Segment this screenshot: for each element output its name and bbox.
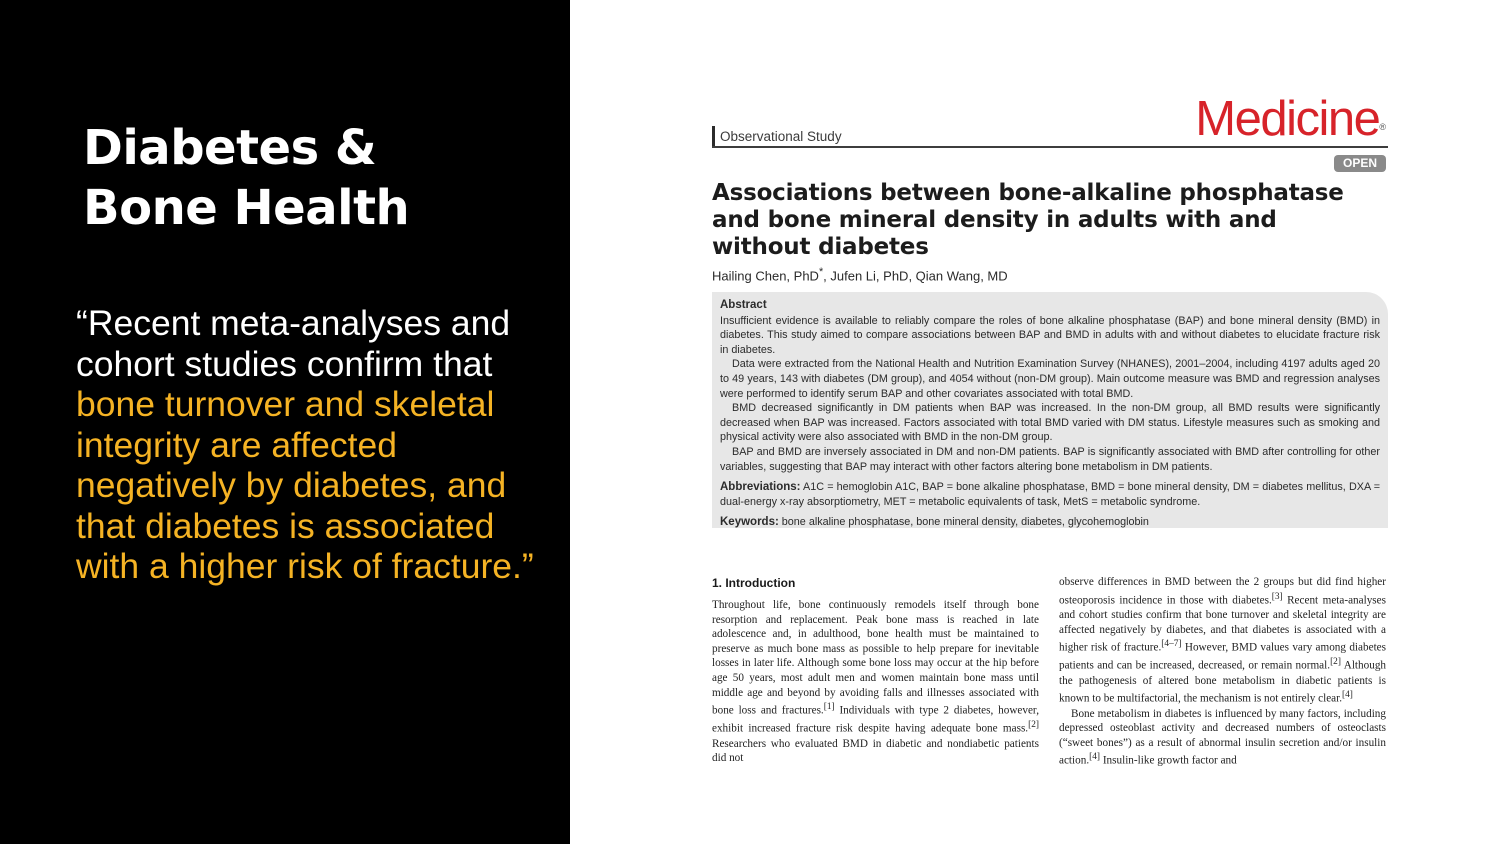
intro-text: Recent meta-analyses and cohort studies confirm that bone turnover and skeletal integrity are affected negatively by diabetes, and that diabetes is associated with a higher risk of fracture.: [1059, 594, 1386, 654]
abstract-box: [712, 292, 1388, 528]
journal-logo-text: Medicine: [1195, 92, 1380, 146]
author-list: [712, 266, 1008, 283]
abbreviations: [720, 480, 1380, 509]
abbreviations-label: Abbreviations:: [720, 481, 801, 494]
intro-text: However, BMD values vary among diabetes patients and can be increased, decreased, or remain normal.: [1059, 641, 1386, 673]
intro-column-right: [1059, 575, 1386, 769]
intro-text: observe differences in BMD between the 2 groups but did find higher osteoporosis incidence in those with diabetes.: [1059, 576, 1386, 607]
intro-paragraph-1: [712, 598, 1039, 766]
open-access-badge: OPEN: [1334, 155, 1386, 172]
slide-title: [83, 118, 409, 238]
citation: [4]: [1089, 752, 1101, 763]
intro-paragraph-1-cont: [1059, 575, 1386, 707]
abstract-heading: Abstract: [720, 299, 767, 311]
header-rule: [712, 146, 1388, 148]
intro-text: Researchers who evaluated BMD in diabetic and nondiabetic patients did not: [712, 737, 1039, 765]
intro-text: Insulin-like growth factor and: [1100, 755, 1237, 768]
intro-column-left: [712, 598, 1039, 766]
keywords-label: Keywords:: [720, 516, 779, 529]
keywords: [720, 515, 1380, 530]
intro-text: Although the pathogenesis of altered bone metabolism in diabetic patients is known to be multifactorial, the mechanism is not entirely clear.: [1059, 660, 1387, 706]
paper-title: Associations between bone-alkaline phosphatase and bone mineral density in adults with and without diabetes: [712, 180, 1344, 260]
abstract-paragraph-1: Insufficient evidence is available to reliably compare the roles of bone alkaline phosphatase (BAP) and bone mineral density (BMD) in diabetes. This study aimed to compare associations between BAP and BMD in adults with and without diabetes to elucidate fracture risk in diabetes.: [720, 314, 1380, 356]
intro-text: Bone metabolism in diabetes is influenced by many factors, including depressed osteoblast activity and decreased numbers of osteoclasts (“sweet bones”) as a result of abnormal insulin secretion and/or insulin action.: [1059, 707, 1386, 768]
abstract-paragraph-3: BMD decreased significantly in DM patients when BAP was increased. In the non-DM group, all BMD results were significantly decreased when BAP was increased. Factors associated with total BMD varied with DM status. Lifestyle measures such as smoking and physical activity were also associated with BMD in the non-DM group.: [720, 402, 1380, 444]
slide-quote: [76, 303, 556, 587]
quote-close-mark: ”: [521, 546, 534, 586]
corresponding-mark: *: [818, 266, 824, 278]
author-rest: , Jufen Li, PhD, Qian Wang, MD: [823, 268, 1008, 284]
abstract-paragraph-2: Data were extracted from the National Health and Nutrition Examination Survey (NHANES), 2001–2004, including 4197 adults aged 20 to 49 years, 143 with diabetes (DM group), and 4054 without (non-DM group). Main outcome measure was BMD and regression analyses were performed to identify serum BAP and other covariates associated with total BMD.: [720, 358, 1380, 400]
paper-page: [712, 0, 1388, 844]
journal-logo: [1195, 92, 1386, 146]
slide-panel: [0, 0, 570, 844]
keywords-text: bone alkaline phosphatase, bone mineral density, diabetes, glycohemoglobin: [778, 516, 1149, 529]
citation: [3]: [1271, 591, 1283, 602]
section-label: Observational Study: [712, 126, 1040, 146]
intro-heading: 1. Introduction: [712, 576, 796, 590]
citation: [1]: [823, 702, 835, 713]
citation: [4]: [1342, 690, 1353, 701]
slide-title-line-1: Diabetes &: [83, 120, 377, 176]
intro-text: Individuals with type 2 diabetes, however, exhibit increased fracture risk despite having adequate bone mass.: [712, 704, 1039, 736]
citation: [2]: [1330, 657, 1341, 668]
abstract-paragraph-4: BAP and BMD are inversely associated in DM and non-DM patients. BAP is significantly associated with BMD after controlling for other variables, suggesting that BAP may interact with other factors altering bone metabolism in DM patients.: [720, 445, 1380, 473]
abbreviations-text: A1C = hemoglobin A1C, BAP = bone alkaline phosphatase, BMD = bone mineral density, DM = diabetes mellitus, DXA = dual-energy x-ray absorptiometry, MET = metabolic equivalents of task, MetS = metabolic syndrome.: [720, 481, 1380, 508]
registered-mark: ®: [1379, 122, 1386, 132]
citation: [2]: [1028, 720, 1039, 731]
citation: [4–7]: [1161, 639, 1182, 650]
quote-highlight: bone turnover and skeletal integrity are affected negatively by diabetes, and that diabetes is associated with a higher risk of fracture.: [76, 384, 522, 586]
intro-paragraph-2: [1059, 707, 1386, 769]
intro-text: Throughout life, bone continuously remodels itself through bone resorption and replacement. Peak bone mass is reached in late adolescence and, in adulthood, bone health must be maintained to preserve as much bone mass as possible to help prepare for inevitable losses in later life. Although some bone loss may occur at the hip before age 50 years, most adult men and women maintain bone mass until middle age and beyond by avoiding falls and illnesses associated with bone loss and fractures.: [712, 599, 1039, 717]
author-first: Hailing Chen, PhD: [712, 268, 819, 284]
slide-title-line-2: Bone Health: [83, 180, 410, 236]
quote-text: “Recent meta-analyses and cohort studies confirm that: [76, 303, 511, 384]
